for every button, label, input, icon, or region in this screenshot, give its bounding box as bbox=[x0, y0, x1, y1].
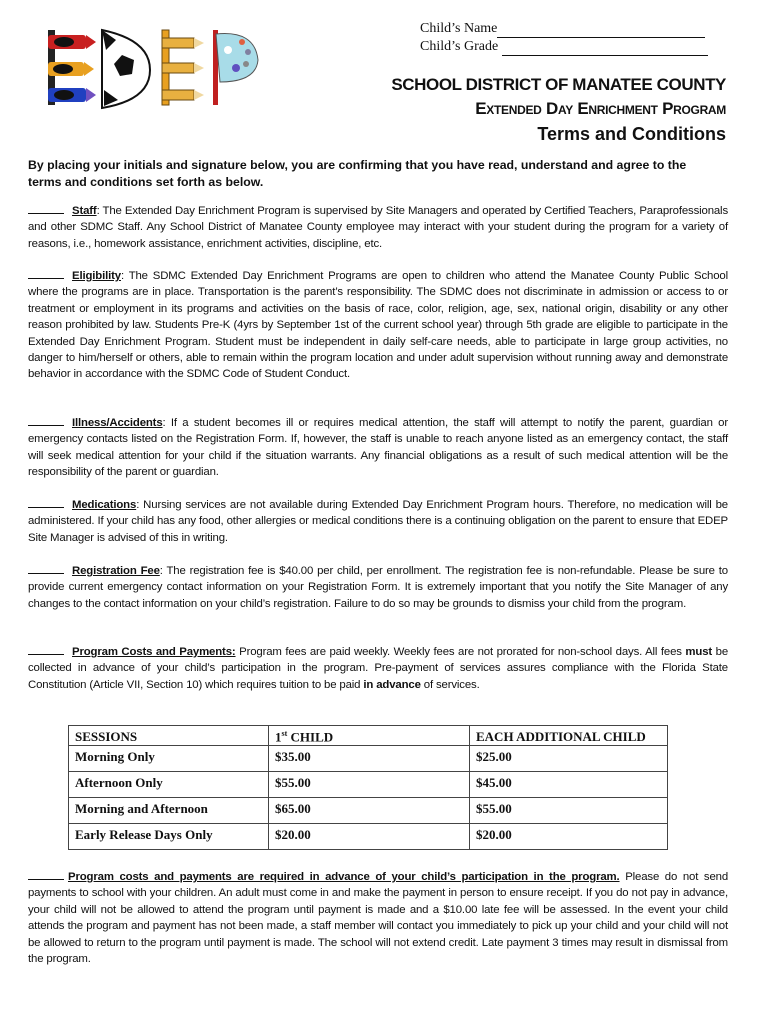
initials-blank[interactable] bbox=[28, 415, 64, 426]
initials-blank[interactable] bbox=[28, 268, 64, 279]
fees-table bbox=[68, 725, 668, 850]
page-title: Terms and Conditions bbox=[537, 124, 726, 144]
initials-blank[interactable] bbox=[28, 644, 64, 655]
section-medications: Medications: Nursing services are not available during Extended Day Enrichment Program hours. Therefore, no medication will be administered. If your child has any food, other allergies or medical conditions there is a continuing obligation on the parent to ensure that EDEP Site Manager is advised of this in writing. bbox=[28, 499, 728, 544]
pencil-icon bbox=[162, 38, 204, 48]
pencil-icon bbox=[162, 63, 204, 73]
soccer-ball-icon bbox=[102, 30, 150, 108]
section-illness: Illness/Accidents: If a student becomes ill or requires medical attention, the staff will attempt to notify the parent, guardian or emergency contacts listed on the Registration Form. If, however, the staff is unable to reach anyone listed as an emergency contact, the staff will seek medical attention for your child if the situation warrants. Any financial obligations as a result of such medical attention will be the responsibility of the parent or guardian. bbox=[28, 417, 728, 479]
table-row: Early Release Days Only $20.00 $20.00 bbox=[69, 824, 668, 850]
edep-logo bbox=[30, 20, 265, 110]
child-info-fields bbox=[420, 20, 708, 56]
table-row: Afternoon Only $55.00 $45.00 bbox=[69, 772, 668, 798]
table-row: Morning Only $35.00 $25.00 bbox=[69, 746, 668, 772]
section-staff: Staff: The Extended Day Enrichment Program is supervised by Site Managers and operated by Certified Teachers, Paraprofessionals and other SDMC Staff. Any School District of Manatee County employee may interact with your student during the program for a variety of reasons, i.e., homework assistance, enrichment activities, discipline, etc. bbox=[28, 205, 728, 250]
pencil-icon bbox=[162, 90, 204, 100]
table-row: Morning and Afternoon $65.00 $55.00 bbox=[69, 798, 668, 824]
table-header-row: SESSIONS 1st CHILD EACH ADDITIONAL CHILD bbox=[69, 726, 668, 746]
paint-palette-icon bbox=[213, 30, 258, 105]
child-name-field[interactable]: Child’s Name bbox=[420, 20, 708, 38]
initials-blank[interactable] bbox=[28, 203, 64, 214]
section-program-costs: Program Costs and Payments: Program fees are paid weekly. Weekly fees are not prorated for non-school days. All fees must be collected in advance of your child’s participation in the program. Pre-payment of services assures compliance with the Florida State Constitution (Article VII, Section 10) which requires tuition to be paid in advance of services. bbox=[28, 646, 729, 691]
crayon-icon bbox=[48, 35, 96, 49]
district-title: SCHOOL DISTRICT OF MANATEE COUNTY bbox=[391, 75, 726, 94]
intro-text: By placing your initials and signature below, you are confirming that you have read, understand and agree to the terms and conditions set forth as below. bbox=[28, 158, 687, 189]
section-payment-requirements: Program costs and payments are required in advance of your child’s participation in the program. Please do not send payments to school with your children. An adult must come in and make the payment in person to ensure receipt. If you do not pay in advance, your child will not be allowed to attend the program until payment is made and a $10.00 late fee will be assessed. In the event your child attends the program and payment has not been made, a staff member will contact you immediately to pick up your child and your child will not be allowed to return to the program until payment is made. The school will not extend credit. Late payment 3 times may result in dismissal from the program. bbox=[28, 871, 728, 966]
program-title: Extended Day Enrichment Program bbox=[475, 99, 726, 118]
section-registration-fee: Registration Fee: The registration fee is $40.00 per child, per enrollment. The registration fee is non-refundable. Please be sure to provide current emergency contact information on your Registration Form. It is extremely important that you notify the Site Manager of any changes to the contact information on your child’s registration. Failure to do so may be grounds to dismiss your child from the program. bbox=[28, 565, 728, 610]
crayon-icon bbox=[48, 88, 96, 102]
initials-blank[interactable] bbox=[28, 563, 64, 574]
initials-blank[interactable] bbox=[28, 497, 64, 508]
initials-blank[interactable] bbox=[28, 869, 64, 880]
child-grade-field[interactable]: Child’s Grade bbox=[420, 38, 708, 56]
section-eligibility: Eligibility: The SDMC Extended Day Enrichment Programs are open to children who attend the Manatee County Public School where the programs are in place. Transportation is the parent’s responsibility. The SDMC does not discriminate in admission or access to or treatment or employment in its programs and activities on the basis of race, color, religion, age, sex, national origin, disability or any other reason prohibited by law. Students Pre-K (4yrs by September 1st of the current school year) through 5th grade are eligible to participate in the Extended Day Enrichment Program. Student must be independent in daily self-care needs, able to participate in large group activities, no danger to him/herself or others, able to remain within the program location and under adult supervision without running away and demonstrate behavior in accordance with the SDMC Code of Student Conduct. bbox=[28, 270, 728, 381]
crayon-icon bbox=[48, 62, 94, 76]
document-header bbox=[391, 73, 726, 147]
